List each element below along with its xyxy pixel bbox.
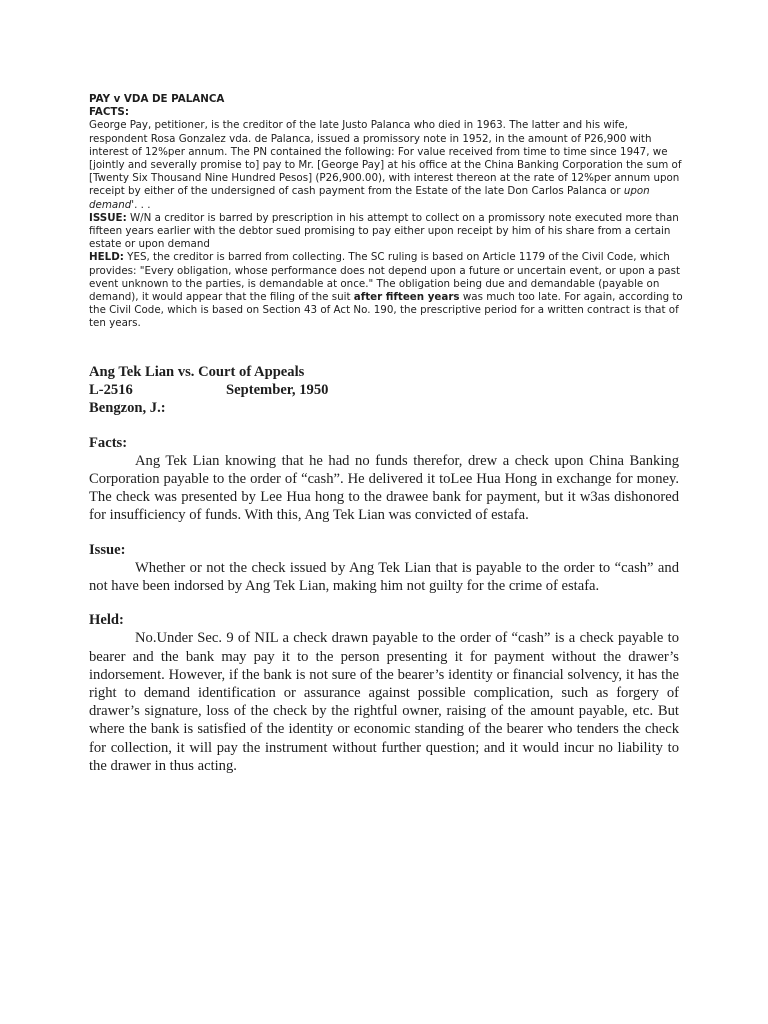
- issue-text: W/N a creditor is barred by prescription in his attempt to collect on a promissory note executed more than fifteen years earlier with the debtor sued promising to pay either upon receipt by him of his share from a certain estate or upon demand: [89, 211, 679, 251]
- facts-label: FACTS:: [89, 106, 129, 119]
- held-text: YES, the creditor is barred from collecting. The SC ruling is based on Article 1179 of the Civil Code, which provides: "Every obligation, whose performance does not depend upon a future or uncertain event, or upon a past event unknown to the parties, is demandable at once." The obligation being due and demandable (payable on demand), it would appear that the filing of the suit: [89, 251, 681, 304]
- case-title: Ang Tek Lian vs. Court of Appeals: [89, 364, 305, 380]
- case-title: PAY v VDA DE PALANCA: [89, 93, 225, 105]
- facts-text: George Pay, petitioner, is the creditor of the late Justo Palanca who died in 1963. The latter and his wife, respondent Rosa Gonzalez vda. de Palanca, issued a promissory note in 1952, in the amount of P26,900 with interest of 12%per annum. The PN contained the following: For value received from time to time since 1947, we [jointly and severally promise to] pay to Mr. [George Pay] at his office at the China Banking Corporation the sum of [Twenty Six Thousand Nine Hundred Pesos] (P26,900.00), with interest thereon at the rate of 12%per annum upon receipt by either of the undersigned of cash payment from the Estate of the late Don Carlos Palanca or: [89, 119, 682, 198]
- ponente: Bengzon, J.:: [89, 400, 166, 417]
- held-bold-phrase: after fifteen years: [353, 291, 460, 304]
- case-reference-row: [89, 381, 679, 399]
- issue-paragraph: [89, 212, 689, 252]
- facts-text: Ang Tek Lian knowing that he had no funds therefor, drew a check upon China Banking Corporation payable to the order of “cash”. He delivered it toLee Hua Hong in exchange for money. The check was presented by Lee Hua hong to the drawee bank for payment, but it w3as dishonored for insufficiency of funds. With this, Ang Tek Lian was convicted of estafa.: [89, 452, 679, 524]
- issue-section: [89, 541, 679, 596]
- held-label: HELD:: [89, 251, 124, 264]
- held-text: No.Under Sec. 9 of NIL a check drawn payable to the order of “cash” is a check payable to bearer and the bank may pay it to the person presenting it for payment without the drawer’s indorsement. However, if the bank is not sure of the bearer’s identity or financial solvency, it has the right to demand identification or assurance against possible complication, such as forgery of drawer’s signature, loss of the check by the rightful owner, raising of the amount payable, etc. But where the bank is satisfied of the identity or economic standing of the bearer who tenders the check for collection, it will pay the instrument without further question; and it would incur no liability to the drawer in thus acting.: [89, 630, 679, 774]
- facts-emphasis: upon demand: [89, 185, 650, 211]
- gr-number: L-2516: [89, 382, 133, 399]
- decision-date: September, 1950: [226, 382, 329, 399]
- facts-end: '. . .: [131, 198, 151, 211]
- held-label: Held:: [89, 612, 124, 629]
- issue-text: Whether or not the check issued by Ang Tek Lian that is payable to the order to “cash” and not have been indorsed by Ang Tek Lian, making him not guilty for the crime of estafa.: [89, 559, 679, 595]
- case-ang-tek-lian: [89, 363, 679, 775]
- facts-section: [89, 434, 679, 525]
- held-paragraph: [89, 251, 689, 304]
- issue-label: Issue:: [89, 541, 126, 558]
- held-text-2: was much too late. For again, according to: [459, 291, 683, 304]
- case-pay-v-palanca: [89, 93, 689, 331]
- held-section: [89, 611, 679, 775]
- issue-label: ISSUE:: [89, 211, 127, 224]
- facts-label: Facts:: [89, 434, 128, 451]
- held-tail: the Civil Code, which is based on Section 43 of Act No. 190, the prescriptive period for a written contract is that of ten years.: [89, 304, 679, 330]
- facts-paragraph: [89, 119, 689, 211]
